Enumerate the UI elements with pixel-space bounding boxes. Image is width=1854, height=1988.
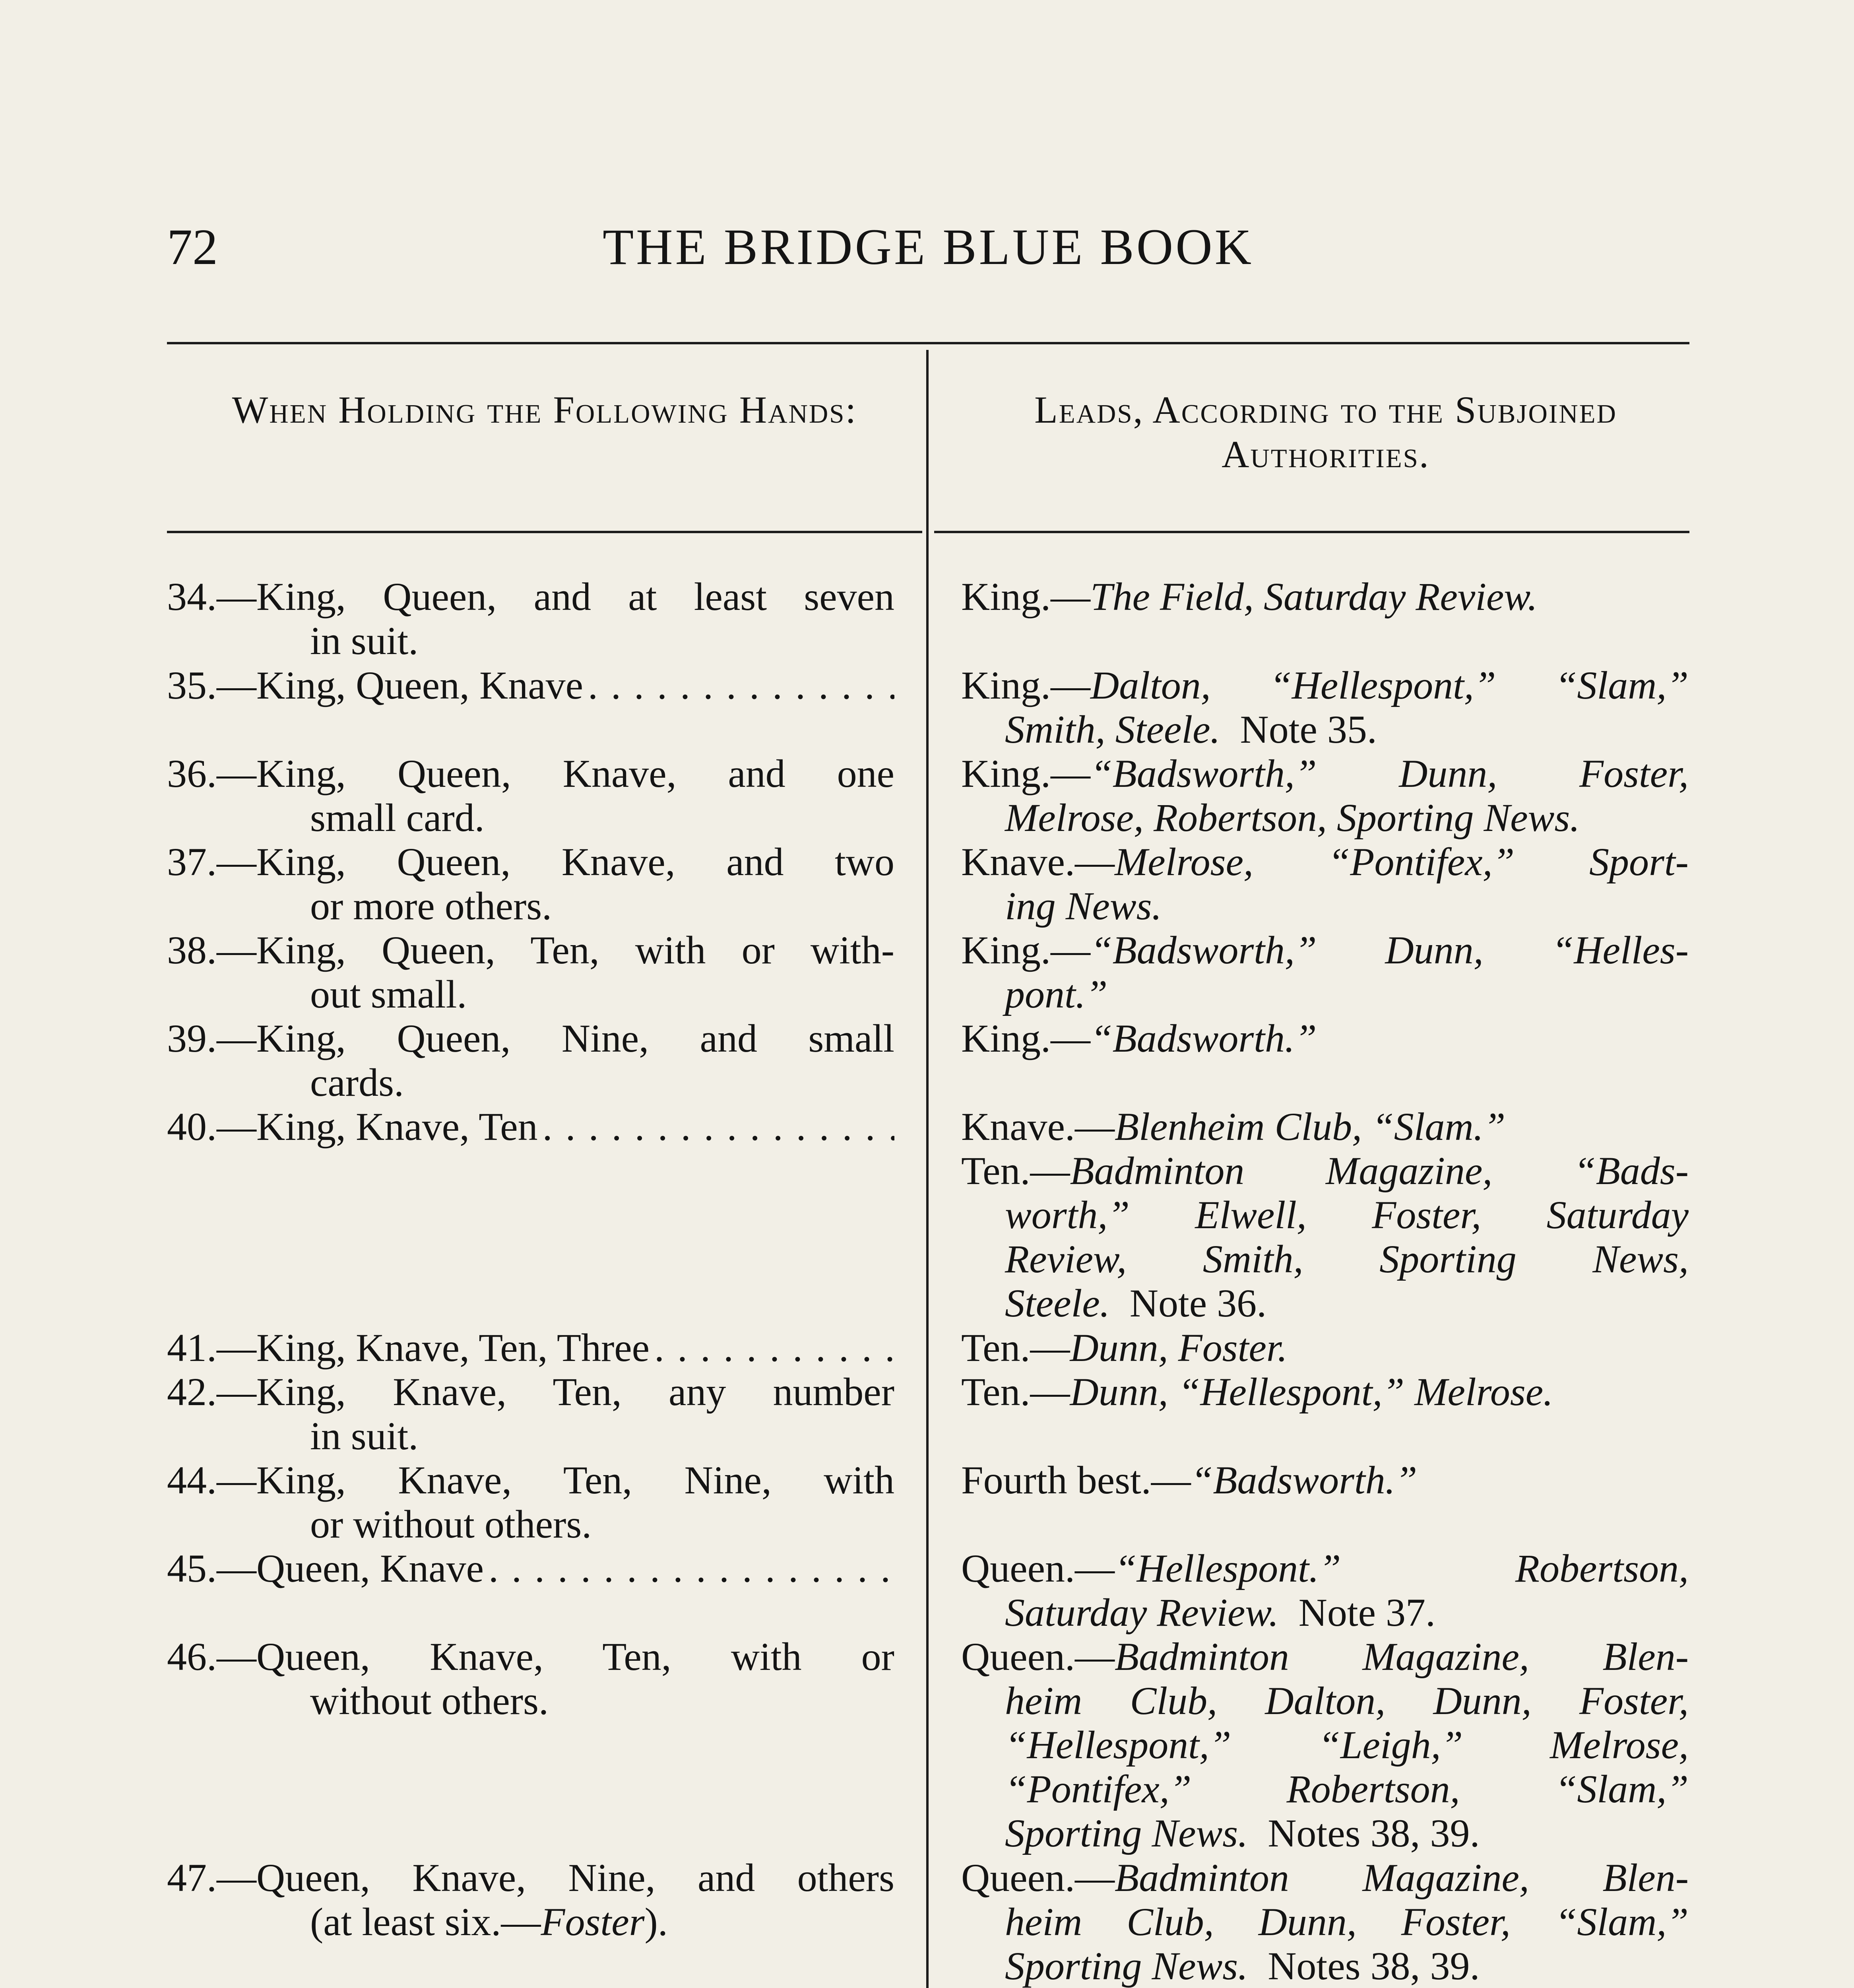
lead-entry: Ten.—Dunn, Foster. xyxy=(961,1326,1288,1370)
lead-entry: Queen.—Badminton Magazine, Blen- heim Club, Dalton, Dunn, Foster, “Hellespont,” “Leigh,” Melrose, “Pontifex,” Robertson, “Slam,” Sporting News. Notes 38, 39. xyxy=(961,1635,1689,1855)
page-number: 72 xyxy=(167,219,218,275)
lead-entry: Queen.—Badminton Magazine, Blen- heim Club, Dunn, Foster, “Slam,” Sporting News. Notes 38, 39. xyxy=(961,1856,1689,1988)
lead-entry: Ten.—Dunn, “Hellespont,” Melrose. xyxy=(961,1370,1553,1414)
lead-entry: King.—Dalton, “Hellespont,” “Slam,” Smith, Steele. Note 35. xyxy=(961,663,1689,751)
lead-entry: Knave.—Melrose, “Pontifex,” Sport- ing News. xyxy=(961,840,1689,928)
column-divider xyxy=(926,350,929,1988)
hand-entry: 45.—Queen, Knave . . . xyxy=(167,1546,894,1590)
hand-entry: 38.—King, Queen, Ten, with or with- out small. xyxy=(167,928,894,1016)
lead-entry: Ten.—Badminton Magazine, “Bads- worth,” Elwell, Foster, Saturday Review, Smith, Sporting News, Steele. Note 36. xyxy=(961,1149,1689,1325)
page-header xyxy=(167,218,1689,278)
heading-rule-left xyxy=(167,531,922,533)
hand-entry: 36.—King, Queen, Knave, and one small card. xyxy=(167,751,894,840)
lead-entry: Queen.—“Hellespont.” Robertson, Saturday Review. Note 37. xyxy=(961,1546,1689,1635)
hand-entry: 34.—King, Queen, and at least seven in suit. xyxy=(167,575,894,663)
running-title: THE BRIDGE BLUE BOOK xyxy=(602,219,1254,275)
right-column-heading: Leads, According to the Subjoined Authorities. xyxy=(1034,388,1617,476)
left-column-heading: When Holding the Following Hands: xyxy=(232,388,857,431)
lead-entry: King.—The Field, Saturday Review. xyxy=(961,575,1538,619)
hand-entry: 37.—King, Queen, Knave, and two or more others. xyxy=(167,840,894,928)
hand-entry: 41.—King, Knave, Ten, Three . . . xyxy=(167,1326,894,1370)
lead-entry: King.—“Badsworth.” xyxy=(961,1016,1317,1060)
hand-entry: 39.—King, Queen, Nine, and small cards. xyxy=(167,1016,894,1105)
lead-entry: King.—“Badsworth,” Dunn, “Helles- pont.” xyxy=(961,928,1689,1016)
top-rule xyxy=(167,342,1689,344)
lead-entry: King.—“Badsworth,” Dunn, Foster, Melrose, Robertson, Sporting News. xyxy=(961,751,1689,840)
lead-entry: Knave.—Blenheim Club, “Slam.” xyxy=(961,1105,1506,1149)
hand-entry: 40.—King, Knave, Ten . . . xyxy=(167,1105,894,1149)
hand-entry: 46.—Queen, Knave, Ten, with or without others. xyxy=(167,1635,894,1723)
heading-rule-right xyxy=(934,531,1689,533)
hand-entry: 35.—King, Queen, Knave . . . xyxy=(167,663,894,707)
hand-entry: 44.—King, Knave, Ten, Nine, with or without others. xyxy=(167,1458,894,1546)
hand-entry: 42.—King, Knave, Ten, any number in suit. xyxy=(167,1370,894,1458)
lead-entry: Fourth best.—“Badsworth.” xyxy=(961,1458,1418,1502)
hand-entry: 47.—Queen, Knave, Nine, and others (at least six.—Foster). xyxy=(167,1856,894,1944)
